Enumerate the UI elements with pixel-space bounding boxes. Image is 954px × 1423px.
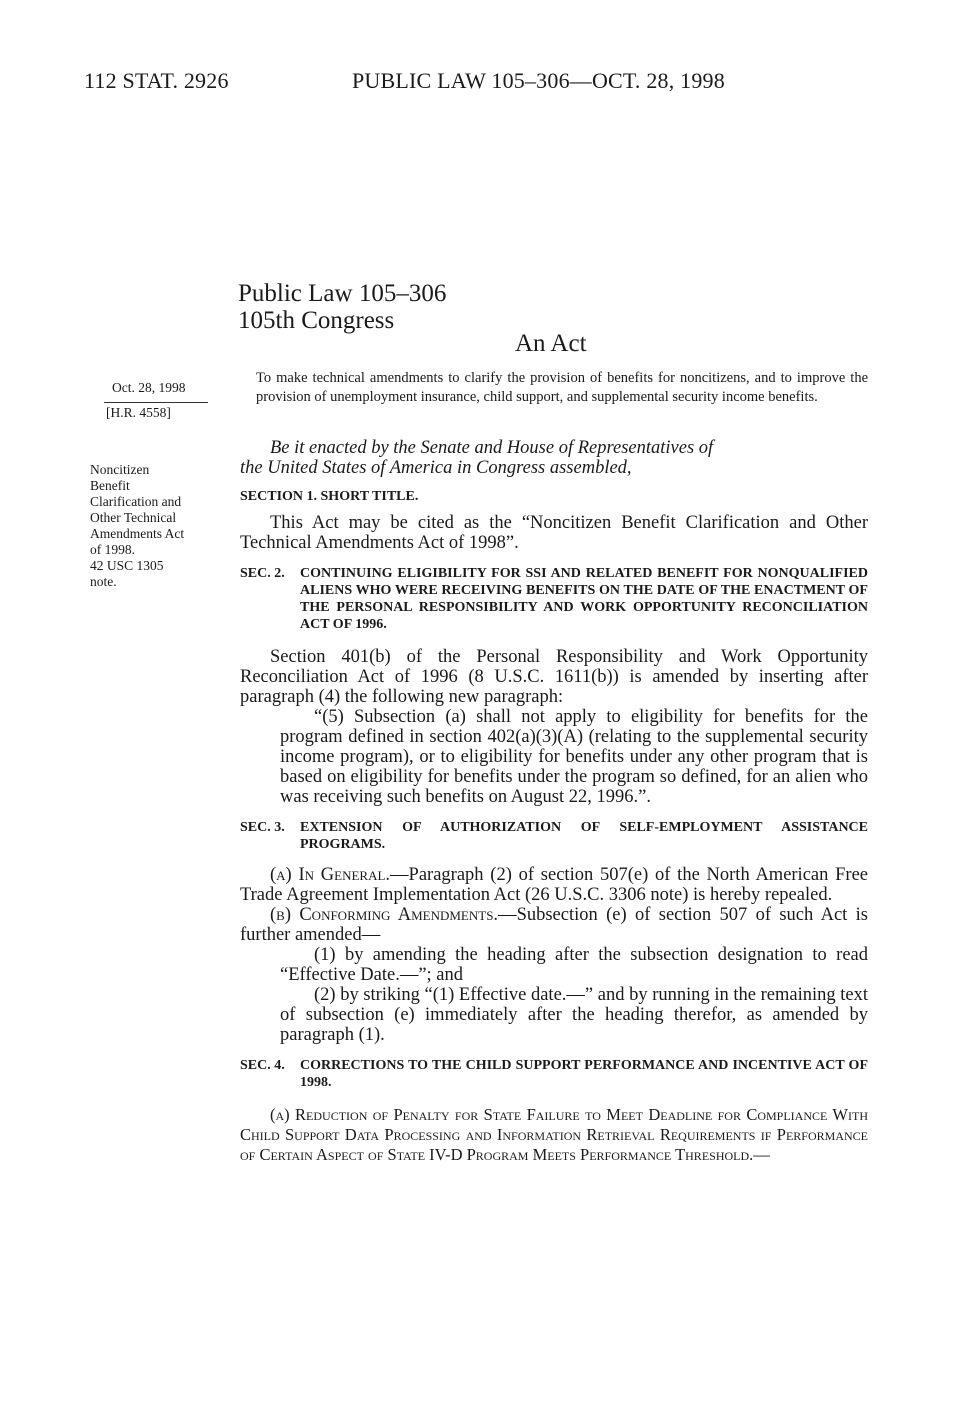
- running-title: PUBLIC LAW 105–306—OCT. 28, 1998: [352, 68, 725, 93]
- margin-rule: [104, 402, 208, 403]
- subsection-a-caption: (a) In General.: [270, 865, 391, 885]
- section-4-label: SEC. 4.: [240, 1058, 285, 1073]
- section-2-text: Section 401(b) of the Personal Responsibility and Work Opportunity Reconciliation Act of 1996 (8 U.S.C. 1611(b)) is amended by inserting after paragraph (4) the following new paragraph:: [240, 647, 868, 707]
- section-3-paragraph-2: (2) by striking “(1) Effective date.—” and by running in the remaining text of subsection (e) immediately after the heading therefor, as amended by paragraph (1).: [280, 985, 868, 1045]
- margin-note-line: Benefit: [90, 478, 130, 493]
- margin-note-line: Other Technical: [90, 510, 177, 525]
- section-3-title: EXTENSION OF AUTHORIZATION OF SELF-EMPLOYMENT ASSISTANCE PROGRAMS.: [300, 820, 868, 852]
- section-3-subsection-b: [240, 905, 868, 945]
- purpose-text: To make technical amendments to clarify the provision of benefits for noncitizens, and to improve the provision of unemployment insurance, child support, and supplemental security income benefits.: [256, 370, 868, 405]
- margin-bill-number: [H.R. 4558]: [106, 405, 171, 420]
- margin-short-title-note: [90, 462, 184, 590]
- section-4-subsection-a-caption: (a) Reduction of Penalty for State Failure to Meet Deadline for Compliance With Child Support Data Processing and Information Retrieval Requirements if Performance of Certain Aspect of State IV-D Program Meets Performance Threshold.—: [240, 1105, 868, 1164]
- margin-note-line: Clarification and: [90, 494, 182, 509]
- section-2-quoted-paragraph: “(5) Subsection (a) shall not apply to eligibility for benefits for the program defined in section 402(a)(3)(A) (relating to the supplemental security income program), or to eligibility for benefits under any other program that is based on eligibility for benefits under the program so defined, for an alien who was receiving such benefits on August 22, 1996.”.: [280, 707, 868, 807]
- section-3-label: SEC. 3.: [240, 820, 285, 835]
- subsection-b-caption: (b) Conforming Amendments.: [270, 905, 499, 925]
- margin-date: Oct. 28, 1998: [112, 380, 186, 395]
- an-act-heading: An Act: [515, 330, 587, 357]
- enacting-line-2: the United States of America in Congress assembled,: [240, 458, 632, 478]
- section-2-heading: [240, 565, 868, 633]
- purpose-clause: [256, 369, 868, 406]
- section-1-heading: SECTION 1. SHORT TITLE.: [240, 489, 419, 504]
- congress-number: 105th Congress: [238, 307, 395, 334]
- enacting-line-1: Be it enacted by the Senate and House of Representatives of: [270, 438, 714, 458]
- section-2-label: SEC. 2.: [240, 566, 285, 581]
- section-2-title: CONTINUING ELIGIBILITY FOR SSI AND RELATED BENEFIT FOR NONQUALIFIED ALIENS WHO WERE RECEIVING BENEFITS ON THE DATE OF THE ENACTMENT OF THE PERSONAL RESPONSIBILITY AND WORK OPPORTUNITY RECONCILIATION ACT OF 1996.: [300, 566, 868, 632]
- section-3-paragraph-1: (1) by amending the heading after the subsection designation to read “Effective Date.—”; and: [280, 945, 868, 985]
- margin-note-line: Noncitizen: [90, 462, 150, 477]
- enacting-clause: [240, 438, 868, 478]
- margin-note-line: of 1998.: [90, 542, 135, 557]
- section-3-heading: [240, 819, 868, 853]
- section-4-heading: [240, 1057, 868, 1091]
- margin-note-line: note.: [90, 574, 117, 589]
- section-4-title: CORRECTIONS TO THE CHILD SUPPORT PERFORMANCE AND INCENTIVE ACT OF 1998.: [300, 1058, 868, 1090]
- margin-note-line: 42 USC 1305: [90, 558, 164, 573]
- margin-note-line: Amendments Act: [90, 526, 185, 541]
- section-3-subsection-a: [240, 865, 868, 905]
- statute-page-number: 112 STAT. 2926: [84, 68, 229, 93]
- act-body: [240, 438, 868, 1165]
- section-1-text: This Act may be cited as the “Noncitizen Benefit Clarification and Other Technical Amendments Act of 1998”.: [240, 513, 868, 553]
- public-law-number: Public Law 105–306: [238, 280, 447, 307]
- subsection-b-text: —Subsection (e) of section 507 of such Act is further amended—: [240, 905, 868, 945]
- subsection-a-text: —Paragraph (2) of section 507(e) of the North American Free Trade Agreement Implementation Act (26 U.S.C. 3306 note) is hereby repealed.: [240, 865, 869, 905]
